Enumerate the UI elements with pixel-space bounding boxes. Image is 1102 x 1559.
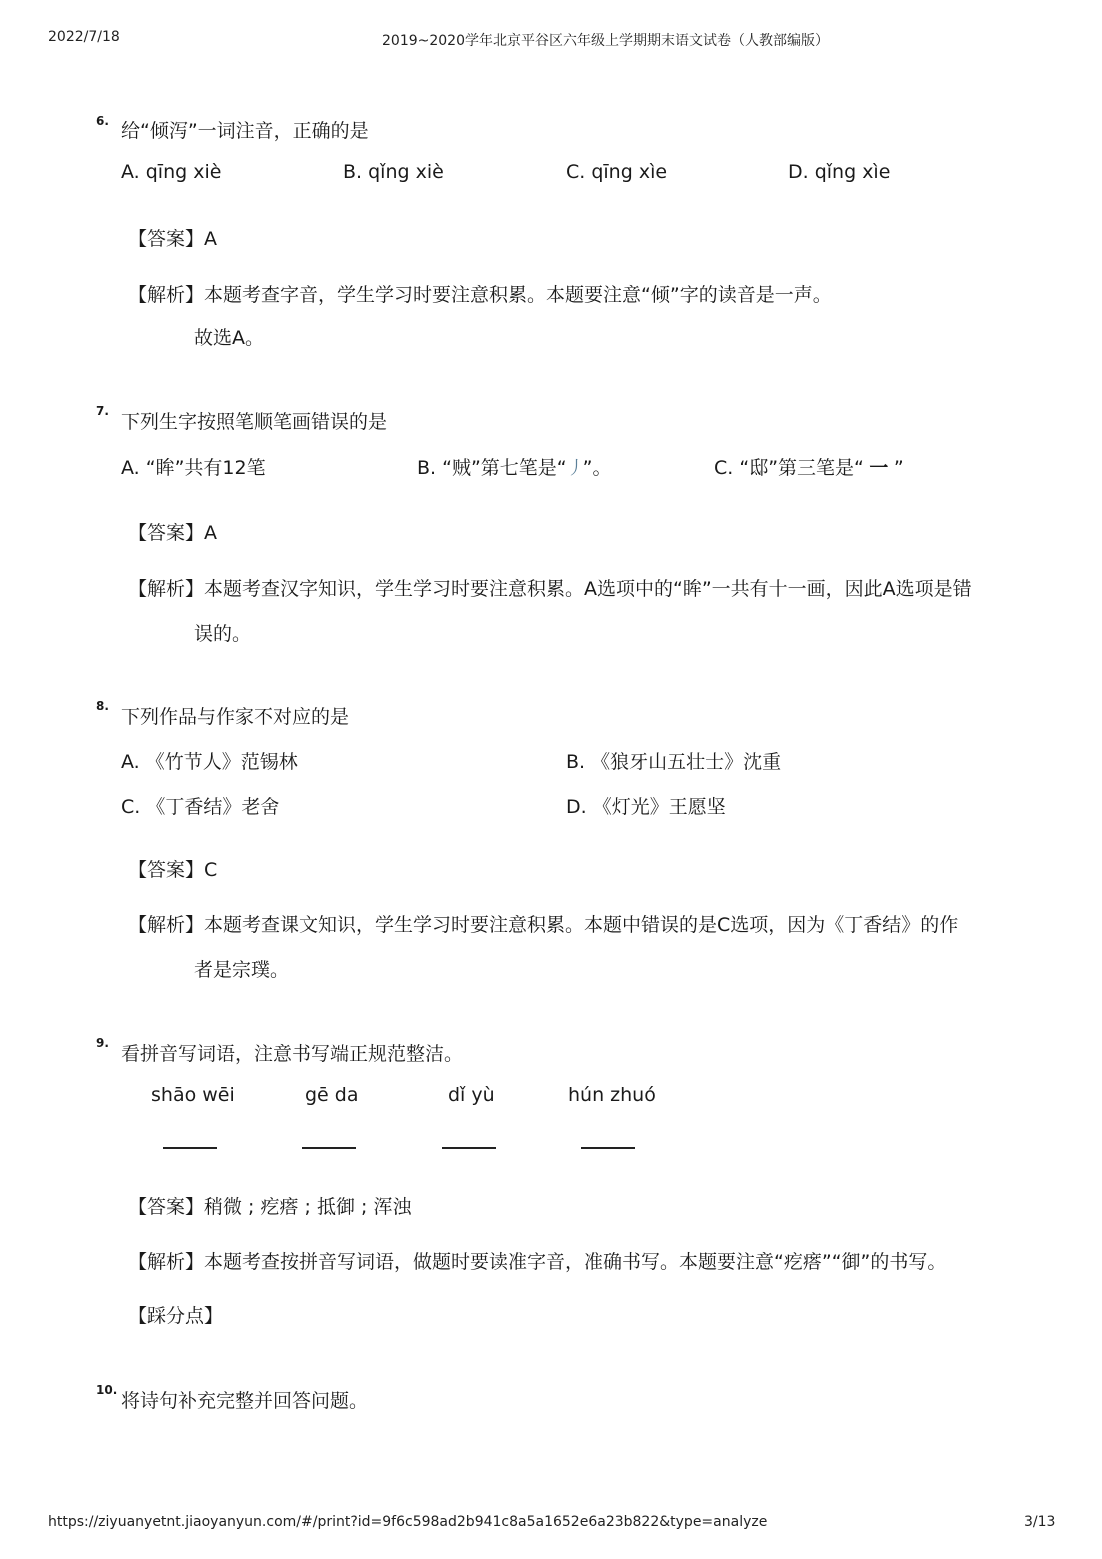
option-c	[714, 453, 904, 480]
pinyin-2: gē da	[305, 1084, 359, 1106]
option-b: B. qǐng xiè	[343, 161, 444, 183]
question-number: 9.	[96, 1036, 109, 1050]
analysis: 【解析】本题考查汉字知识，学生学习时要注意积累。A选项中的“眸”一共有十一画，因此A选项是错	[128, 578, 972, 600]
analysis-continued: 者是宗璞。	[194, 959, 290, 981]
pinyin-1: shāo wēi	[151, 1084, 235, 1106]
answer: 【答案】A	[128, 228, 217, 250]
pinyin-4: hún zhuó	[568, 1084, 656, 1106]
question-number: 6.	[96, 114, 109, 128]
option-d: D. qǐng xìe	[788, 161, 891, 183]
option-b	[417, 453, 612, 480]
analysis: 【解析】本题考查按拼音写词语，做题时要读准字音，准确书写。本题要注意“疙瘩”“御”的书写。	[128, 1251, 947, 1273]
question-text: 将诗句补充完整并回答问题。	[121, 1390, 369, 1412]
question-text: 给“倾泻”一词注音，正确的是	[121, 120, 369, 142]
answer-blank-4	[581, 1147, 635, 1149]
analysis: 【解析】本题考查字音，学生学习时要注意积累。本题要注意“倾”字的读音是一声。	[128, 284, 832, 306]
print-date: 2022/7/18	[48, 29, 120, 45]
option-b: B. 《狼牙山五壮士》沈重	[566, 751, 782, 773]
page-number: 3/13	[1024, 1514, 1056, 1530]
question-text: 下列作品与作家不对应的是	[121, 706, 350, 728]
pinyin-3: dǐ yù	[448, 1084, 495, 1106]
scoring-points: 【踩分点】	[128, 1305, 224, 1327]
option-d: D. 《灯光》王愿坚	[566, 796, 726, 818]
option-a: A. “眸”共有12笔	[121, 457, 266, 479]
answer-blank-1	[163, 1147, 217, 1149]
option-c: C. qīng xìe	[566, 161, 668, 183]
option-c: C. 《丁香结》老舍	[121, 796, 280, 818]
question-number: 10.	[96, 1383, 118, 1397]
stroke-heng-icon: 一	[869, 457, 889, 479]
option-b-suffix: ”。	[582, 457, 612, 479]
page-url: https://ziyuanyetnt.jiaoyanyun.com/#/print?id=9f6c598ad2b941c8a5a1652e6a23b822&type=analyze	[48, 1514, 768, 1530]
analysis-continued: 故选A。	[194, 327, 264, 349]
question-number: 8.	[96, 699, 109, 713]
option-c-suffix: ”	[893, 457, 904, 479]
analysis: 【解析】本题考查课文知识，学生学习时要注意积累。本题中错误的是C选项，因为《丁香结》的作	[128, 914, 959, 936]
option-b-text: B. “贼”第七笔是“	[417, 457, 567, 479]
option-c-text: C. “邸”第三笔是“	[714, 457, 864, 479]
answer-blank-2	[302, 1147, 356, 1149]
question-text: 看拼音写词语，注意书写端正规范整洁。	[121, 1043, 464, 1065]
option-a: A. qīng xiè	[121, 161, 222, 183]
answer: 【答案】稍微 ; 疙瘩 ; 抵御 ; 浑浊	[128, 1196, 412, 1218]
document-title: 2019~2020学年北京平谷区六年级上学期期末语文试卷（人教部编版）	[382, 33, 829, 49]
answer-blank-3	[442, 1147, 496, 1149]
question-text: 下列生字按照笔顺笔画错误的是	[121, 411, 388, 433]
analysis-continued: 误的。	[194, 623, 252, 645]
stroke-pie-icon: 丿	[566, 458, 585, 479]
answer: 【答案】C	[128, 859, 218, 881]
option-a: A. 《竹节人》范锡林	[121, 751, 298, 773]
answer: 【答案】A	[128, 522, 217, 544]
question-number: 7.	[96, 404, 109, 418]
